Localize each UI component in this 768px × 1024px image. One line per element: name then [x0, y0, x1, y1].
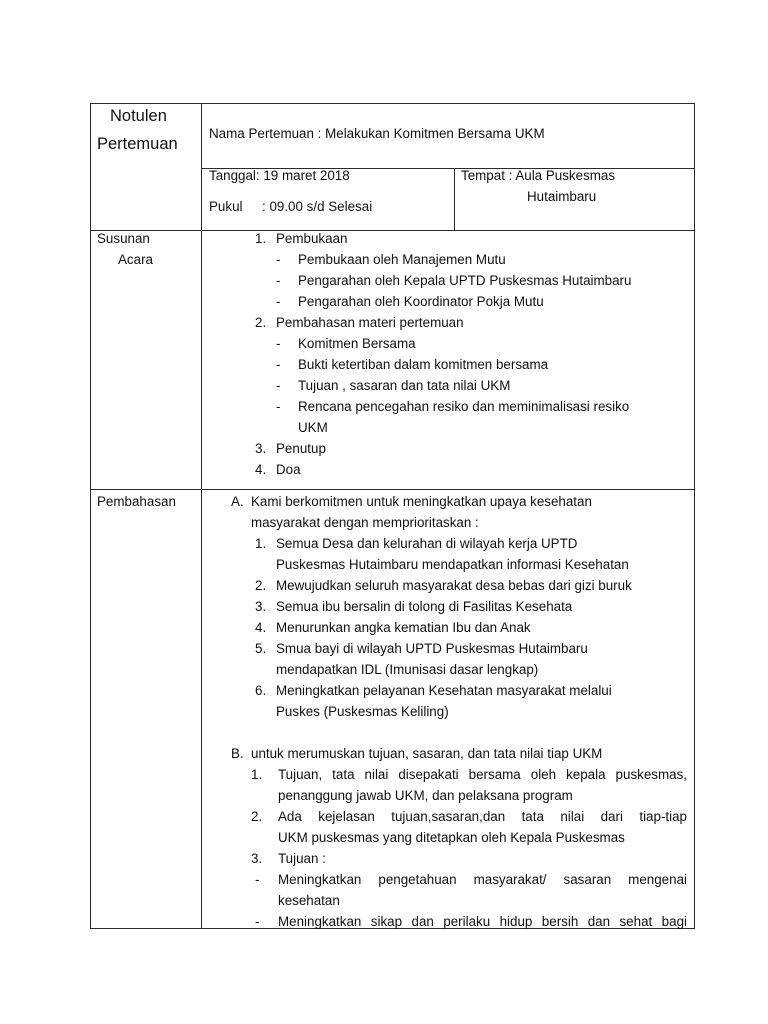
priority-item-text: Smua bayi di wilayah UPTD Puskesmas Hutaimbaru [276, 641, 588, 656]
section-b-letter: B. [231, 746, 244, 761]
agenda-sub-dash: - [276, 357, 281, 372]
agenda-item-2-number: 2. [255, 315, 267, 330]
meeting-name: Nama Pertemuan : Melakukan Komitmen Bersama UKM [209, 126, 545, 141]
agenda-sub-dash: - [276, 399, 281, 414]
document-title-line1: Notulen [110, 107, 167, 125]
agenda-row-divider [90, 230, 695, 231]
meeting-date: Tanggal: 19 maret 2018 [209, 168, 350, 183]
agenda-sub-item: Tujuan , sasaran dan tata nilai UKM [298, 378, 511, 393]
agenda-sub-dash: - [276, 294, 281, 309]
goal-dash: - [255, 914, 260, 929]
priority-item-text: Semua ibu bersalin di tolong di Fasilitas Kesehata [276, 599, 573, 614]
section-b-text: untuk merumuskan tujuan, sasaran, dan tata nilai tiap UKM [251, 746, 603, 761]
agenda-sub-dash: - [276, 252, 281, 267]
formulation-item-text: Tujuan : [278, 851, 326, 866]
priority-item-text: Mewujudkan seluruh masyarakat desa bebas dari gizi buruk [276, 578, 632, 593]
priority-item-text: mendapatkan IDL (Imunisasi dasar lengkap) [276, 662, 539, 677]
agenda-label-line2: Acara [118, 252, 153, 267]
agenda-item-1-text: Pembukaan [276, 231, 348, 246]
priority-item-text: Meningkatkan pelayanan Kesehatan masyarakat melalui [276, 683, 612, 698]
discussion-row-divider [90, 489, 695, 490]
agenda-item-2-text: Pembahasan materi pertemuan [276, 315, 464, 330]
agenda-item-4-number: 4. [255, 462, 267, 477]
agenda-label-line1: Susunan [97, 231, 150, 246]
priority-item-number: 4. [255, 620, 267, 635]
formulation-item-text: Ada kejelasan tujuan,sasaran,dan tata nilai dari tiap-tiap [278, 809, 687, 824]
meeting-place-line2: Hutaimbaru [527, 189, 597, 204]
document-title-line2: Pertemuan [97, 135, 178, 153]
formulation-item-number: 1. [251, 767, 263, 782]
agenda-sub-dash: - [276, 378, 281, 393]
agenda-sub-item: Pembukaan oleh Manajemen Mutu [298, 252, 506, 267]
priority-item-text: Puskes (Puskesmas Keliling) [276, 704, 449, 719]
formulation-item-text: penanggung jawab UKM, dan pelaksana program [278, 788, 573, 803]
meeting-time-label: Pukul [209, 199, 243, 214]
table-border-right [694, 103, 695, 929]
agenda-item-3-number: 3. [255, 441, 267, 456]
goal-dash: - [255, 872, 260, 887]
priority-item-number: 1. [255, 536, 267, 551]
agenda-sub-item: Pengarahan oleh Kepala UPTD Puskesmas Hutaimbaru [298, 273, 632, 288]
priority-item-text: Semua Desa dan kelurahan di wilayah kerja UPTD [276, 536, 578, 551]
meeting-time-value: : 09.00 s/d Selesai [262, 199, 373, 214]
goal-text: Meningkatkan sikap dan perilaku hidup bersih dan sehat bagi [278, 914, 687, 929]
priority-item-number: 2. [255, 578, 267, 593]
formulation-item-text: UKM puskesmas yang ditetapkan oleh Kepala Puskesmas [278, 830, 625, 845]
table-border-left [90, 103, 91, 929]
agenda-item-4-text: Doa [276, 462, 301, 477]
section-a-text-continuation: masyarakat dengan memprioritaskan : [251, 515, 479, 530]
agenda-sub-item: Pengarahan oleh Koordinator Pokja Mutu [298, 294, 544, 309]
priority-item-text: Puskesmas Hutaimbaru mendapatkan informasi Kesehatan [276, 557, 629, 572]
priority-item-number: 3. [255, 599, 267, 614]
meeting-place-line1: Tempat : Aula Puskesmas [461, 168, 616, 183]
agenda-item-3-text: Penutup [276, 441, 326, 456]
priority-item-number: 5. [255, 641, 267, 656]
table-border-top [90, 103, 695, 104]
table-column-divider [201, 103, 202, 929]
formulation-item-text: Tujuan, tata nilai disepakati bersama oleh kepala puskesmas, [278, 767, 687, 782]
agenda-item-1-number: 1. [255, 231, 267, 246]
formulation-item-number: 2. [251, 809, 263, 824]
agenda-sub-item: Rencana pencegahan resiko dan meminimalisasi resiko [298, 399, 630, 414]
goal-text: kesehatan [278, 893, 340, 908]
agenda-sub-dash: - [276, 273, 281, 288]
agenda-sub-item: Komitmen Bersama [298, 336, 416, 351]
discussion-label: Pembahasan [97, 494, 176, 509]
section-a-letter: A. [231, 494, 244, 509]
formulation-item-number: 3. [251, 851, 263, 866]
agenda-sub-dash: - [276, 336, 281, 351]
priority-item-number: 6. [255, 683, 267, 698]
agenda-sub-item: Bukti ketertiban dalam komitmen bersama [298, 357, 549, 372]
priority-item-text: Menurunkan angka kematian Ibu dan Anak [276, 620, 531, 635]
goal-text: Meningkatkan pengetahuan masyarakat/ sasaran mengenai [278, 872, 687, 887]
agenda-sub-item-continuation: UKM [298, 420, 328, 435]
section-a-text: Kami berkomitmen untuk meningkatkan upaya kesehatan [251, 494, 592, 509]
date-place-divider [454, 168, 455, 231]
